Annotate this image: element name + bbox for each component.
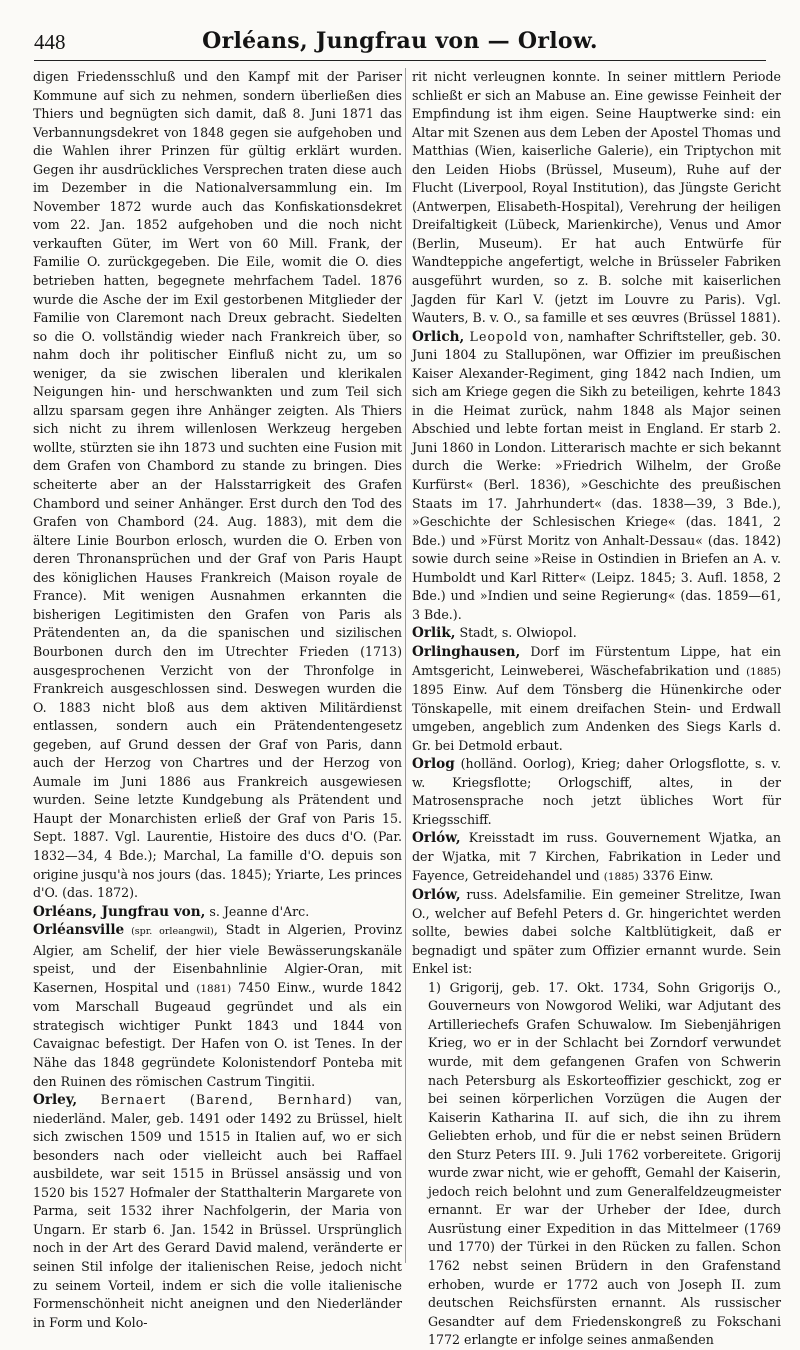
entry-headword: Orlinghausen, (412, 643, 521, 660)
entry-text: 7450 Einw., wurde 1842 vom Marschall Bugeaud gegründet und als ein strategisch wichtiger Punkt 1843 und 1844 von Cavaignac befestigt. Der Hafen von O. ist Tenes. In der Nähe das 1848 gegründete Kolonistendorf Ponteba mit den Ruinen des römischen Castrum Tingitii. (33, 979, 402, 1089)
entry-headword: Orley, (33, 1092, 78, 1109)
entry-text: s. Jeanne d'Arc. (205, 903, 310, 919)
entry-text: , Stadt in Algerien, Provinz Algier, am Schelif, der hier viele Bewässerungskanäle speist, und der Eisenbahnlinie Algier-Oran, mit Kasernen, Hospital und (33, 922, 402, 995)
pronunciation: (spr. orleangwil) (124, 926, 214, 938)
column-rule (405, 68, 406, 1263)
entry-orlow-family (412, 886, 781, 979)
continued-entry-text: rit nicht verleugnen konnte. In seiner mittlern Periode schließt er sich an Mabuse an. Eine gewisse Feinheit der Empfindung ist ihm eigen. Seine Hauptwerke sind: ein Altar mit Szenen aus dem Leben der Apostel Thomas und Matthias (Wien, kaiserliche Galerie), ein Triptychon mit den Leiden Hiobs (Brüssel, Museum), Ruhe auf der Flucht (Liverpool, Royal Institution), das Jüngste Gericht (Antwerpen, Elisabeth-Hospital), Verehrung der heiligen Dreifaltigkeit (Lübeck, Marienkirche), Venus und Amor (Berlin, Museum). Er hat auch Entwürfe für Wandteppiche angefertigt, welche in Brüsseler Fabriken ausgeführt wurden, so z. B. solche mit kaiserlichen Jagden für Karl V. (jetzt im Louvre zu Paris). Vgl. Wauters, B. v. O., sa famille et ses œuvres (Brüssel 1881). (412, 69, 781, 326)
entry-orley (33, 1091, 402, 1332)
page-header (34, 26, 766, 61)
entry-headword: Orlów, (412, 830, 461, 847)
entry-text: , namhafter Schriftsteller, geb. 30. Juni 1804 zu Stallupönen, war Offizier im preußischen Kaiser Alexander-Regiment, ging 1842 nach Indien, um sich am Kriege gegen die Sikh zu beteiligen, kehrte 1843 in die Heimat zurück, nahm 1848 als Major seinen Abschied und lebte fortan meist in England. Er starb 2. Juni 1860 in London. Litterarisch machte er sich bekannt durch die Werke: »Friedrich Wilhelm, der Große Kurfürst« (Berl. 1836), »Geschichte des preußischen Staats im 17. Jahrhundert« (das. 1838—39, 3 Bde.), »Geschichte der Schlesischen Kriege« (das. 1841, 2 Bde.) und »Fürst Moritz von Anhalt-Dessau« (das. 1842) sowie durch seine »Reise in Ostindien in Briefen an A. v. Humboldt und Karl Ritter« (Leipz. 1845; 3. Aufl. 1858, 2 Bde.) und »Indien und seine Regierung« (das. 1859—61, 3 Bde.). (412, 328, 781, 622)
page-number: 448 (34, 30, 66, 54)
entry-text: 1895 Einw. Auf dem Tönsberg die Hünenkirche oder Tönskapelle, mit einem dreifachen Stein- und Erdwall umgeben, angeblich zum Andenken des Siegs Karls d. Gr. bei Detmold erbaut. (412, 682, 781, 753)
entry-text: Kreisstadt im russ. Gouvernement Wjatka, an der Wjatka, mit 7 Kirchen, Fabrikation in Leder und Fayence, Getreidehandel und (412, 830, 781, 883)
entry-name: Leopold von (464, 328, 560, 344)
entry-headword: Orlog (412, 756, 455, 773)
entry-headword: Orléans, Jungfrau von, (33, 903, 206, 920)
entry-orleansville (33, 921, 402, 1091)
entry-orlog (412, 755, 781, 829)
entry-jungfrau (33, 903, 402, 922)
entry-orlinghausen (412, 643, 781, 755)
entry-orlik (412, 624, 781, 643)
entry-text: Stadt, s. Olwiopol. (455, 625, 577, 641)
entry-headword: Orlik, (412, 625, 456, 642)
continued-entry-text: digen Friedensschluß und den Kampf mit der Pariser Kommune auf sich zu nehmen, sondern überließen dies Thiers und begnügten sich damit, daß 8. Juni 1871 das Verbannungsdekret von 1848 gegen sie aufgehoben und die Wahlen ihrer Prinzen für gültig erklärt wurden. Gegen ihr ausdrückliches Versprechen traten diese auch im Dezember in die Nationalversammlung ein. Im November 1872 wurde auch das Konfiskationsdekret vom 22. Jan. 1852 aufgehoben und die noch nicht verkauften Güter, im Wert von 60 Mill. Frank, der Familie O. zurückgegeben. Die Eile, womit die O. dies betrieben hatten, begegnete mehrfachem Tadel. 1876 wurde die Asche der im Exil gestorbenen Mitglieder der Familie von Claremont nach Dreux gebracht. Siedelten so die O. vollständig wieder nach Frankreich über, so nahm doch ihr politischer Einfluß nicht zu, um so weniger, da sie zwischen liberalen und klerikalen Neigungen hin- und herschwankten und zum Teil sich allzu sparsam gegen ihre Anhänger zeigten. Als Thiers sich nicht zu ihrem willenlosen Werkzeug hergeben wollte, stürzten sie ihn 1873 und suchten eine Fusion mit dem Grafen von Chambord zu stande zu bringen. Dies scheiterte aber an der Halsstarrigkeit des Grafen Chambord und seiner Anhänger. Erst durch den Tod des Grafen von Chambord (24. Aug. 1883), mit dem die ältere Linie Bourbon erlosch, wurden die O. Erben von deren Thronansprüchen und der Graf von Paris Haupt des königlichen Hauses Frankreich (Maison royale de France). Mit wenigen Ausnahmen erkannten die bisherigen Legitimisten den Grafen von Paris als Prätendenten an, da die spanischen und sizilischen Bourbonen durch den im Utrechter Frieden (1713) ausgesprochenen Verzicht von der Thronfolge in Frankreich ausgeschlossen sind. Deswegen wurden die O. 1883 nicht bloß aus dem aktiven Militärdienst entlassen, sondern auch ein Prätendentengesetz gegeben, auf Grund dessen der Graf von Paris, dann auch der Herzog von Chartres und der Herzog von Aumale im Juni 1886 aus Frankreich ausgewiesen wurden. Seine letzte Kundgebung als Prätendent und Haupt der Monarchisten erließ der Graf von Paris 15. Sept. 1887. Vgl. Laurentie, Histoire des ducs d'O. (Par. 1832—34, 4 Bde.); Marchal, La famille d'O. depuis son origine jusqu'à nos jours (das. 1845); Yriarte, Les princes d'O. (das. 1872). (33, 69, 402, 901)
entry-text: van, niederländ. Maler, geb. 1491 oder 1492 zu Brüssel, hielt sich zwischen 1509 und 1515 in Italien auf, wo er sich besonders nach oder vielleicht auch bei Raffael ausbildete, war seit 1515 in Brüssel ansässig und von 1520 bis 1527 Hofmaler der Statthalterin Margarete von Parma, seit 1532 ihrer Nachfolgerin, der Maria von Ungarn. Er starb 6. Jan. 1542 in Brüssel. Ursprünglich noch in der Art des Gerard David malend, veränderte er seinen Stil infolge der italienischen Reise, jedoch nicht zu seinem Vorteil, indem er sich die volle italienische Formenschönheit nicht aneignen und den Niederländer in Form und Kolo- (33, 1092, 402, 1330)
entry-text: russ. Adelsfamilie. Ein gemeiner Strelitze, Iwan O., welcher auf Befehl Peters d. Gr. hingerichtet werden sollte, bewies dabei solche Kaltblütigkeit, daß er begnadigt und später zum Offizier ernannt wurde. Sein Enkel ist: (412, 887, 781, 977)
entry-orlow-town (412, 829, 781, 886)
entry-orlich (412, 328, 781, 625)
right-column (412, 68, 781, 1348)
census-year: (1885) (603, 870, 639, 883)
entry-name: Bernaert (Barend, Bernhard) (77, 1092, 353, 1108)
left-column (33, 68, 402, 1330)
entry-headword: Orlich, (412, 328, 465, 345)
census-year: (1881) (196, 982, 232, 995)
entry-text: (holländ. Oorlog), Krieg; daher Orlogsflotte, s. v. w. Kriegsflotte; Orlogschiff, altes, in der Matrosensprache noch jetzt übliches Wort für Kriegsschiff. (412, 756, 781, 827)
entry-text: Dorf im Fürstentum Lippe, hat ein Amtsgericht, Leinweberei, Wäschefabrikation und (412, 643, 781, 678)
entry-headword: Orlów, (412, 887, 461, 904)
subentry-grigorij: 1) Grigorij, geb. 17. Okt. 1734, Sohn Grigorijs O., Gouverneurs von Nowgorod Weliki, war Adjutant des Artilleriechefs Grafen Schuwalow. Im Siebenjährigen Krieg, wo er in der Schlacht bei Zorndorf verwundet wurde, mit dem gefangenen Grafen von Schwerin nach Petersburg als Eskorteoffizier geschickt, zog er bei seinen körperlichen Vorzügen die Augen der Kaiserin Katharina II. auf sich, die ihn zu ihrem Geliebten erhob, und für die er nebst seinen Brüdern den Sturz Peters III. 9. Juli 1762 vorbereitete. Grigorij wurde zwar nicht, wie er gehofft, Gemahl der Kaiserin, jedoch reich belohnt und zum Generalfeldzeugmeister ernannt. Er war der Urheber der Idee, durch Ausrüstung einer Expedition in das Mittelmeer (1769 und 1770) der Türkei in den Rücken zu fallen. Schon 1762 nebst seinen Brüdern in den Grafenstand erhoben, wurde er 1772 auch von Joseph II. zum deutschen Reichsfürsten ernannt. Als russischer Gesandter auf dem Friedenskongreß zu Fokschani 1772 erlangte er infolge seines anmaßenden (428, 979, 781, 1348)
entry-headword: Orléansville (33, 922, 125, 939)
entry-text: 3376 Einw. (638, 867, 714, 883)
running-head: Orléans, Jungfrau von — Orlow. (202, 28, 598, 54)
census-year: (1885) (746, 665, 781, 678)
